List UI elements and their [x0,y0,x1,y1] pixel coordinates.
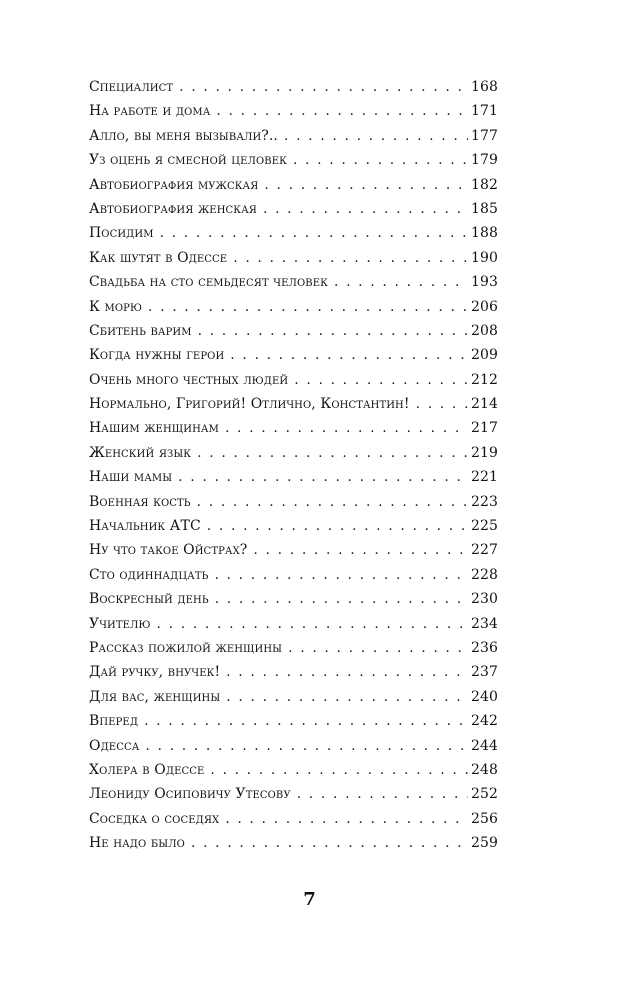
toc-entry [89,782,498,806]
dot-leader [284,124,468,148]
toc-entry-title: Когда нужны герои [89,347,225,364]
dot-leader [197,441,468,465]
toc-entry-page: 240 [470,688,498,705]
toc-entry-title: Военная кость [89,493,191,510]
toc-entry-title: Соседка о соседях [89,810,220,827]
dot-leader [297,782,468,806]
toc-entry [89,416,498,440]
toc-entry-title: Рассказ пожилой женщины [89,639,283,656]
dot-leader [215,587,468,611]
toc-entry-title: Наши мамы [89,469,173,486]
toc-entry-title: Сбитень варим [89,322,192,339]
dot-leader [191,831,468,855]
dot-leader [416,392,468,416]
dot-leader [198,319,468,343]
dot-leader [233,246,468,270]
toc-entry-title: Воскресный день [89,591,209,608]
toc-entry-title: Вперед [89,713,139,730]
toc-entry-page: 221 [470,469,498,486]
dot-leader [214,563,468,587]
toc-entry [89,319,498,343]
toc-entry-title: Посидим [89,225,154,242]
toc-entry-title: Леониду Осиповичу Утесову [89,786,291,803]
toc-entry [89,807,498,831]
toc-entry-page: 225 [470,518,498,535]
toc-entry [89,831,498,855]
toc-entry-title: Свадьба на сто семьдесят человек [89,274,328,291]
dot-leader [293,148,468,172]
toc-entry-page: 185 [470,200,498,217]
toc-entry [89,563,498,587]
toc-entry [89,514,498,538]
toc-entry [89,587,498,611]
toc-entry-title: Женский язык [89,444,192,461]
dot-leader [288,636,468,660]
page-number: 7 [303,889,316,910]
toc-entry-title: Уз оцень я смесной целовек [89,152,287,169]
toc-entry-page: 219 [470,444,498,461]
dot-leader [226,685,468,709]
dot-leader [225,416,468,440]
toc-entry-page: 230 [470,591,498,608]
toc-entry-title: На работе и дома [89,103,211,120]
toc-entry-title: Не надо было [89,835,185,852]
toc-entry [89,246,498,270]
dot-leader [179,75,468,99]
toc-entry [89,636,498,660]
toc-entry-title: Учителю [89,615,151,632]
toc-entry [89,173,498,197]
toc-entry-title: Автобиография мужская [89,176,259,193]
toc-entry-page: 234 [470,615,498,632]
toc-entry [89,270,498,294]
toc-entry [89,124,498,148]
toc-entry-page: 259 [470,835,498,852]
dot-leader [263,197,468,221]
toc-entry-title: Дай ручку, внучек! [89,664,221,681]
toc-entry-page: 182 [470,176,498,193]
dot-leader [294,368,468,392]
toc-entry-title: К морю [89,298,142,315]
dot-leader [226,660,468,684]
toc-entry [89,441,498,465]
dot-leader [334,270,468,294]
toc-entry-title: Очень много честных людей [89,371,289,388]
dot-leader [145,734,468,758]
toc-entry-title: Ну что такое Ойстрах? [89,542,248,559]
toc-entry-title: Одесса [89,737,140,754]
toc-entry-page: 223 [470,493,498,510]
toc-entry-page: 217 [470,420,498,437]
toc-entry [89,99,498,123]
toc-entry [89,465,498,489]
dot-leader [225,807,468,831]
toc-entry [89,75,498,99]
toc-entry [89,758,498,782]
toc-entry [89,660,498,684]
dot-leader [157,612,468,636]
toc-entry [89,490,498,514]
toc-entry [89,368,498,392]
toc-entry [89,709,498,733]
toc-entry [89,148,498,172]
dot-leader [230,343,468,367]
toc-entry-page: 242 [470,713,498,730]
toc-entry-title: Нашим женщинам [89,420,219,437]
toc-entry-page: 193 [470,274,498,291]
toc-entry-title: Специалист [89,79,174,95]
toc-entry-title: Сто одиннадцать [89,566,209,583]
dot-leader [253,538,468,562]
toc-entry-page: 179 [470,152,498,169]
toc-entry-page: 252 [470,786,498,803]
toc-entry [89,343,498,367]
toc-entry-title: Начальник АТС [89,518,201,535]
dot-leader [207,514,468,538]
toc-entry-page: 209 [470,347,498,364]
toc-entry-page: 227 [470,542,498,559]
toc-entry-title: Автобиография женская [89,200,257,217]
toc-entry-page: 206 [470,298,498,315]
toc-entry [89,685,498,709]
toc-entry [89,392,498,416]
toc-entry-title: Нормально, Григорий! Отлично, Константин! [89,396,410,413]
toc-entry-page: 236 [470,639,498,656]
dot-leader [197,490,468,514]
toc-entry-title: Алло, вы меня вызывали?.. [89,127,278,144]
toc-entry-page: 256 [470,810,498,827]
dot-leader [210,758,468,782]
toc-entry-title: Как шутят в Одессе [89,249,228,266]
toc-entry-page: 248 [470,761,498,778]
toc-entry [89,734,498,758]
toc-entry-page: 214 [470,396,498,413]
dot-leader [148,295,468,319]
toc-entry [89,538,498,562]
dot-leader [144,709,468,733]
dot-leader [216,99,468,123]
dot-leader [264,173,468,197]
toc-entry-page: 168 [470,79,498,95]
toc-entry-page: 212 [470,371,498,388]
toc-entry-page: 171 [470,103,498,120]
dot-leader [160,221,468,245]
toc-entry-page: 177 [470,127,498,144]
toc-entry [89,295,498,319]
toc-entry-title: Холера в Одессе [89,761,205,778]
toc-entry-page: 190 [470,249,498,266]
toc-entry-page: 188 [470,225,498,242]
toc-entry-title: Для вас, женщины [89,688,221,705]
toc-entry-page: 244 [470,737,498,754]
toc-entry [89,197,498,221]
table-of-contents [89,75,498,856]
toc-entry [89,221,498,245]
dot-leader [178,465,468,489]
toc-entry [89,612,498,636]
toc-entry-page: 237 [470,664,498,681]
toc-entry-page: 208 [470,322,498,339]
toc-entry-page: 228 [470,566,498,583]
